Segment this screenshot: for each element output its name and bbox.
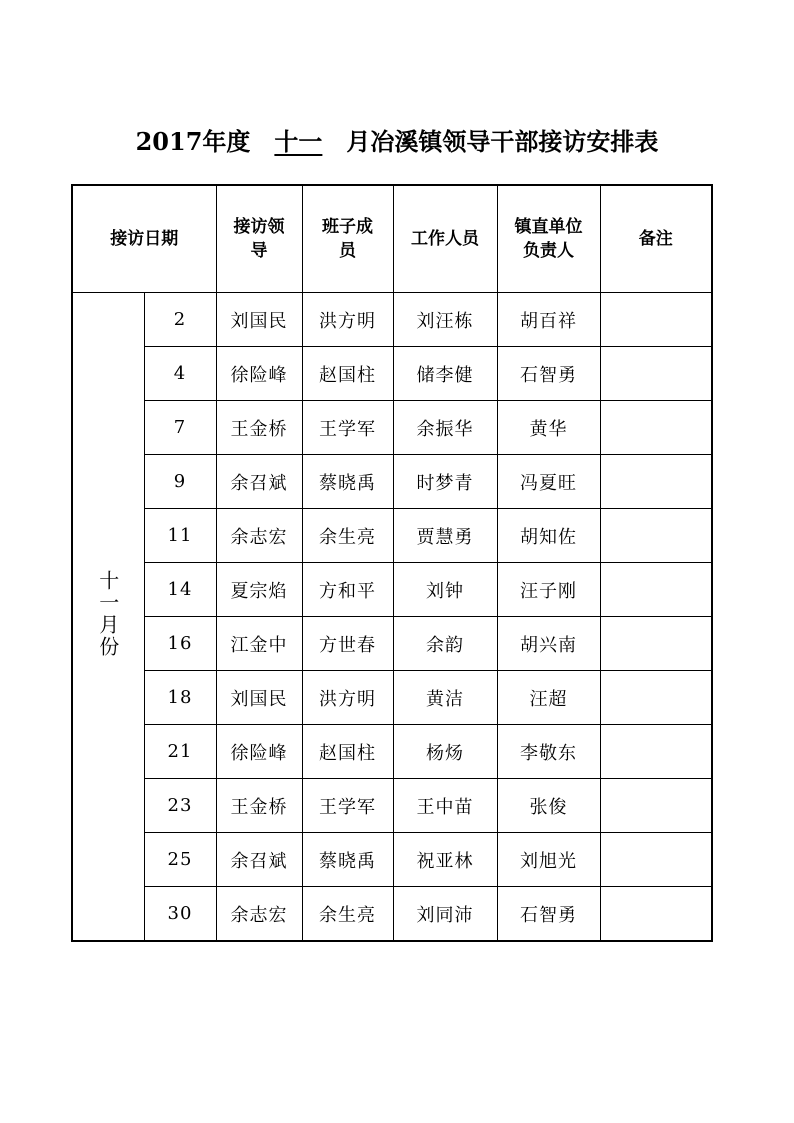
date-cell: 30 <box>144 887 216 942</box>
table-row <box>72 563 712 617</box>
date-cell: 7 <box>144 401 216 455</box>
table-row <box>72 509 712 563</box>
leader-cell: 余召斌 <box>216 455 302 509</box>
leader-cell: 江金中 <box>216 617 302 671</box>
leader-cell: 刘国民 <box>216 293 302 347</box>
note-cell <box>600 725 712 779</box>
header-member: 班子成员 <box>302 185 393 293</box>
leader-cell: 王金桥 <box>216 779 302 833</box>
month-cell <box>72 293 144 942</box>
date-cell: 2 <box>144 293 216 347</box>
date-cell: 25 <box>144 833 216 887</box>
leader-cell: 余召斌 <box>216 833 302 887</box>
date-cell: 9 <box>144 455 216 509</box>
unit-head-cell: 石智勇 <box>497 887 600 942</box>
header-row <box>72 185 712 293</box>
date-cell: 11 <box>144 509 216 563</box>
title-month: 十一 <box>274 127 323 156</box>
title-suffix: 月冶溪镇领导干部接访安排表 <box>346 127 659 156</box>
member-cell: 赵国柱 <box>302 725 393 779</box>
unit-head-cell: 胡兴南 <box>497 617 600 671</box>
unit-head-cell: 胡百祥 <box>497 293 600 347</box>
table-row <box>72 725 712 779</box>
member-cell: 蔡晓禹 <box>302 833 393 887</box>
table-row <box>72 401 712 455</box>
date-cell: 4 <box>144 347 216 401</box>
staff-cell: 杨炀 <box>393 725 497 779</box>
note-cell <box>600 509 712 563</box>
staff-cell: 时梦青 <box>393 455 497 509</box>
note-cell <box>600 671 712 725</box>
header-note: 备注 <box>600 185 712 293</box>
note-cell <box>600 563 712 617</box>
staff-cell: 王中苗 <box>393 779 497 833</box>
staff-cell: 余振华 <box>393 401 497 455</box>
note-cell <box>600 401 712 455</box>
unit-head-cell: 黄华 <box>497 401 600 455</box>
leader-cell: 余志宏 <box>216 887 302 942</box>
member-cell: 王学军 <box>302 779 393 833</box>
member-cell: 洪方明 <box>302 293 393 347</box>
table-row <box>72 779 712 833</box>
date-cell: 23 <box>144 779 216 833</box>
header-unit-head: 镇直单位负责人 <box>497 185 600 293</box>
unit-head-cell: 李敬东 <box>497 725 600 779</box>
staff-cell: 刘汪栋 <box>393 293 497 347</box>
staff-cell: 祝亚林 <box>393 833 497 887</box>
note-cell <box>600 347 712 401</box>
staff-cell: 刘钟 <box>393 563 497 617</box>
note-cell <box>600 617 712 671</box>
note-cell <box>600 833 712 887</box>
leader-cell: 刘国民 <box>216 671 302 725</box>
member-cell: 蔡晓禹 <box>302 455 393 509</box>
note-cell <box>600 455 712 509</box>
unit-head-cell: 石智勇 <box>497 347 600 401</box>
member-cell: 方世春 <box>302 617 393 671</box>
leader-cell: 徐险峰 <box>216 725 302 779</box>
unit-head-cell: 刘旭光 <box>497 833 600 887</box>
table-row <box>72 347 712 401</box>
month-label: 十一月份 <box>95 570 120 658</box>
unit-head-cell: 胡知佐 <box>497 509 600 563</box>
note-cell <box>600 293 712 347</box>
member-cell: 赵国柱 <box>302 347 393 401</box>
staff-cell: 余韵 <box>393 617 497 671</box>
date-cell: 21 <box>144 725 216 779</box>
table-row <box>72 617 712 671</box>
header-leader: 接访领导 <box>216 185 302 293</box>
leader-cell: 徐险峰 <box>216 347 302 401</box>
date-cell: 14 <box>144 563 216 617</box>
table-row <box>72 887 712 942</box>
member-cell: 方和平 <box>302 563 393 617</box>
leader-cell: 余志宏 <box>216 509 302 563</box>
header-date: 接访日期 <box>72 185 216 293</box>
staff-cell: 贾慧勇 <box>393 509 497 563</box>
unit-head-cell: 汪超 <box>497 671 600 725</box>
note-cell <box>600 779 712 833</box>
staff-cell: 黄洁 <box>393 671 497 725</box>
member-cell: 余生亮 <box>302 509 393 563</box>
table-row <box>72 455 712 509</box>
table-row <box>72 833 712 887</box>
staff-cell: 储李健 <box>393 347 497 401</box>
unit-head-cell: 冯夏旺 <box>497 455 600 509</box>
date-cell: 16 <box>144 617 216 671</box>
member-cell: 余生亮 <box>302 887 393 942</box>
unit-head-cell: 汪子刚 <box>497 563 600 617</box>
unit-head-cell: 张俊 <box>497 779 600 833</box>
member-cell: 洪方明 <box>302 671 393 725</box>
table-row <box>72 671 712 725</box>
table-row <box>72 293 712 347</box>
title-prefix: 2017年度 <box>135 127 251 156</box>
schedule-table <box>71 184 713 942</box>
date-cell: 18 <box>144 671 216 725</box>
member-cell: 王学军 <box>302 401 393 455</box>
header-staff: 工作人员 <box>393 185 497 293</box>
page-title <box>0 124 794 160</box>
staff-cell: 刘同沛 <box>393 887 497 942</box>
leader-cell: 夏宗焰 <box>216 563 302 617</box>
leader-cell: 王金桥 <box>216 401 302 455</box>
note-cell <box>600 887 712 942</box>
